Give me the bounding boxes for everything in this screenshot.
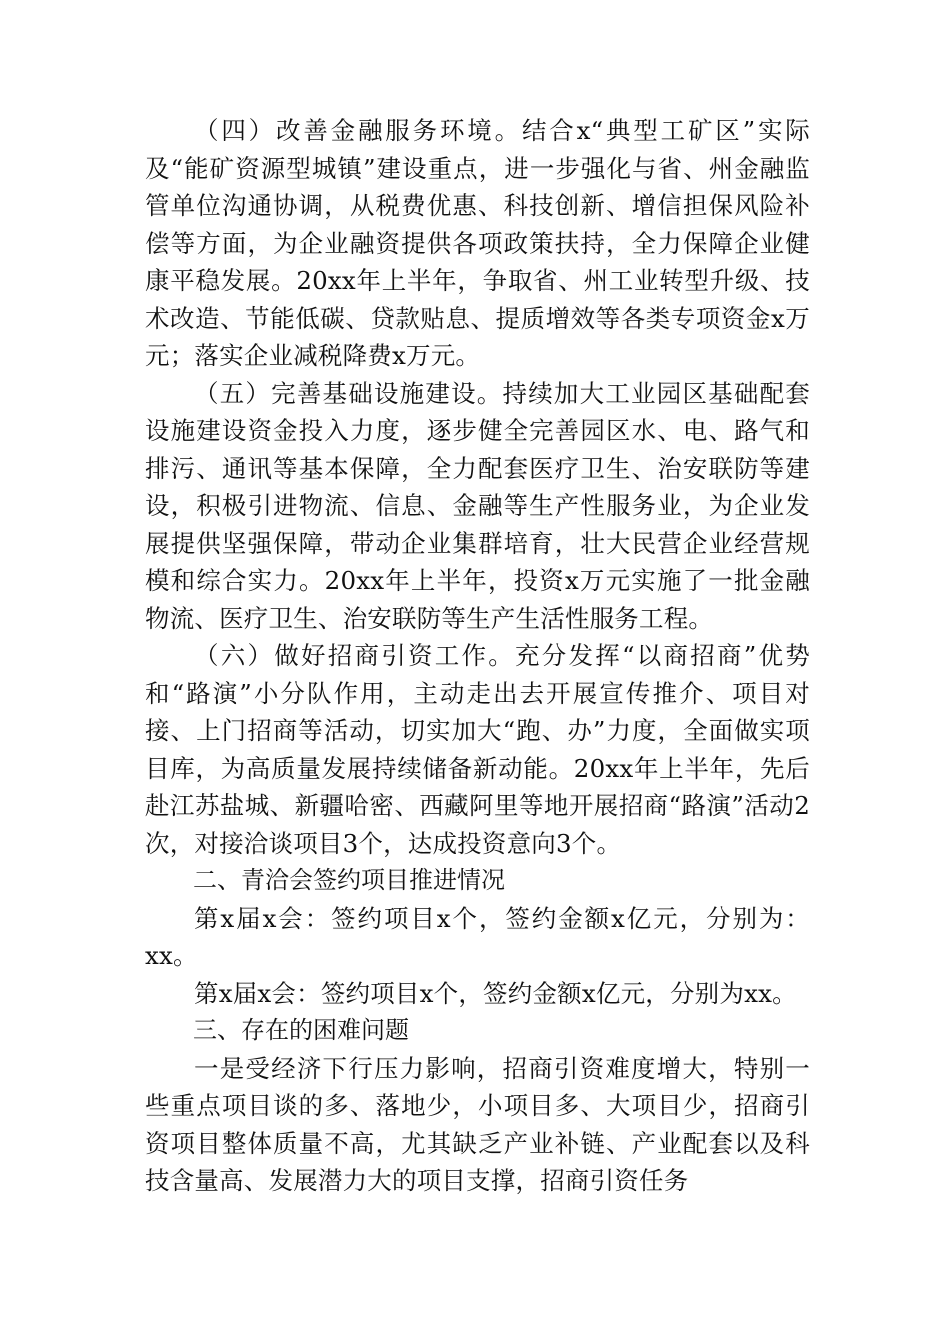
paragraph-infrastructure: （五）完善基础设施建设。持续加大工业园区基础配套设施建设资金投入力度，逐步健全完善园区水、电、路气和排污、通讯等基本保障，全力配套医疗卫生、治安联防等建设，积极引进物流、信息、金融等生产性服务业，为企业发展提供坚强保障，带动企业集群培育，壮大民营企业经营规模和综合实力。20xx年上半年，投资x万元实施了一批金融物流、医疗卫生、治安联防等生产生活性服务工程。 [145,378,810,633]
section-heading-difficulties: 三、存在的困难问题 [193,1016,409,1044]
paragraph-investment-attraction: （六）做好招商引资工作。充分发挥“以商招商”优势和“路演”小分队作用，主动走出去开展宣传推介、项目对接、上门招商等活动，切实加大“跑、办”力度，全面做实项目库，为高质量发展持续储备新动能。20xx年上半年，先后赴江苏盐城、新疆哈密、西藏阿里等地开展招商“路演”活动2次，对接洽谈项目3个，达成投资意向3个。 [145,641,810,858]
document-body [145,112,810,1200]
section-heading-signed-projects: 二、青洽会签约项目推进情况 [193,866,505,894]
paragraph-difficulty-1: 一是受经济下行压力影响，招商引资难度增大，特别一些重点项目谈的多、落地少，小项目多、大项目少，招商引资项目整体质量不高，尤其缺乏产业补链、产业配套以及科技含量高、发展潜力大的项目支撑，招商引资任务 [145,1053,810,1195]
paragraph-session-2: 第x届x会：签约项目x个，签约金额x亿元，分别为xx。 [194,978,797,1008]
paragraph-finance-service: （四）改善金融服务环境。结合x“典型工矿区”实际及“能矿资源型城镇”建设重点，进一步强化与省、州金融监管单位沟通协调，从税费优惠、科技创新、增信担保风险补偿等方面，为企业融资提供各项政策扶持，全力保障企业健康平稳发展。20xx年上半年，争取省、州工业转型升级、技术改造、节能低碳、贷款贴息、提质增效等各类专项资金x万元；落实企业减税降费x万元。 [145,116,810,370]
paragraph-session-1: 第x届x会：签约项目x个，签约金额x亿元，分别为：xx。 [145,903,810,970]
